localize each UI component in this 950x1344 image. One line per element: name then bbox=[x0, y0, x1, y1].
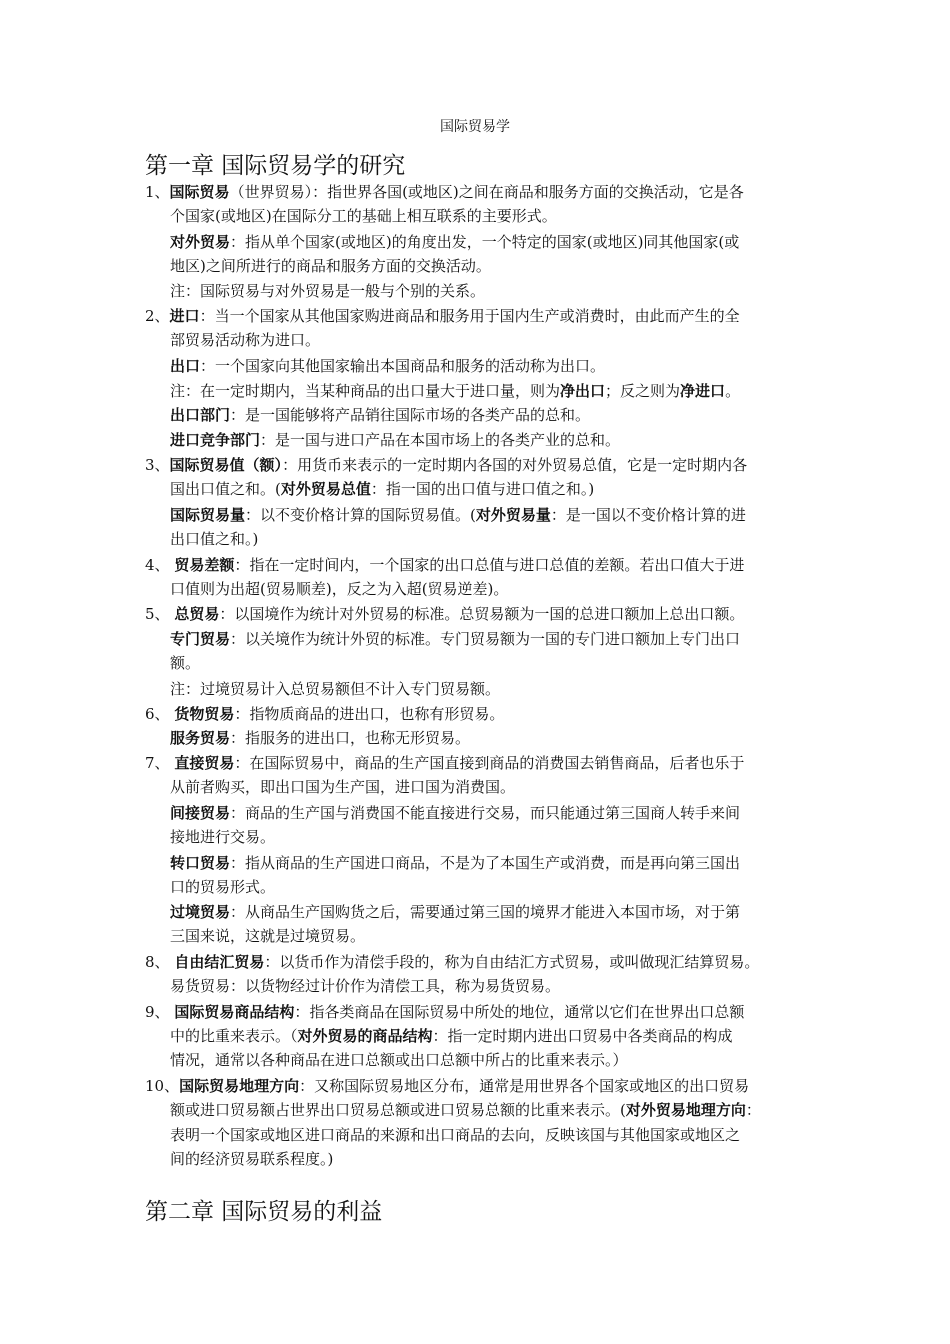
text-run: 额或进口贸易额占世界出口贸易总额或进口贸易总额的比重来表示。( bbox=[170, 1101, 626, 1119]
term-bold: 净进口 bbox=[680, 382, 726, 400]
term-bold: 对外贸易量 bbox=[475, 506, 551, 524]
text-line bbox=[170, 851, 740, 875]
text-line bbox=[145, 702, 504, 726]
term-bold: 对外贸易总值 bbox=[280, 480, 371, 498]
text-line bbox=[170, 577, 508, 601]
term-bold: 进口竞争部门 bbox=[170, 431, 261, 449]
text-run: ：是一国与进口产品在本国市场上的各类产业的总和。 bbox=[260, 431, 621, 449]
text-run: 注：国际贸易与对外贸易是一般与个别的关系。 bbox=[170, 282, 486, 300]
text-run: 个国家(或地区)在国际分工的基础上相互联系的主要形式。 bbox=[170, 207, 557, 225]
term-bold: 净出口 bbox=[560, 382, 606, 400]
term-bold: 服务贸易 bbox=[170, 729, 231, 747]
text-line bbox=[170, 726, 470, 750]
term-bold: 国际贸易 bbox=[169, 183, 230, 201]
text-run: ：指从单个国家(或地区)的角度出发，一个特定的国家(或地区)同其他国家(或 bbox=[230, 233, 740, 251]
text-line bbox=[145, 304, 740, 328]
text-run: （世界贸易）：指世界各国(或地区)之间在商品和服务方面的交换活动，它是各 bbox=[229, 183, 744, 201]
text-run: 额。 bbox=[170, 654, 201, 672]
text-line bbox=[170, 651, 200, 675]
text-line bbox=[170, 1098, 761, 1122]
chapter-2-heading: 第二章 国际贸易的利益 bbox=[145, 1199, 383, 1225]
term-bold: 国际贸易商品结构 bbox=[174, 1003, 295, 1021]
text-run: ：指物质商品的进出口，也称有形贸易。 bbox=[234, 705, 505, 723]
text-run: 口值则为出超(贸易顺差)，反之为入超(贸易逆差)。 bbox=[170, 580, 509, 598]
text-run: ：是一国能够将产品销往国际市场的各类产品的总和。 bbox=[230, 406, 591, 424]
text-line bbox=[170, 924, 365, 948]
text-run: 间的经济贸易联系程度。) bbox=[170, 1150, 334, 1168]
text-run: 注：过境贸易计入总贸易额但不计入专门贸易额。 bbox=[170, 680, 501, 698]
text-run: 7、 bbox=[145, 754, 175, 772]
text-line bbox=[170, 677, 500, 701]
document-title: 国际贸易学 bbox=[440, 119, 510, 135]
term-bold: 货物贸易 bbox=[174, 705, 235, 723]
text-line bbox=[170, 1123, 740, 1147]
text-run: ：以货币作为清偿手段的，称为自由结汇方式贸易，或叫做现汇结算贸易。 bbox=[264, 953, 760, 971]
text-line bbox=[145, 553, 744, 577]
text-run: 国出口值之和。( bbox=[170, 480, 281, 498]
term-bold: 进口 bbox=[169, 307, 200, 325]
text-line bbox=[170, 403, 590, 427]
text-run: 注：在一定时期内，当某种商品的出口量大于进口量，则为 bbox=[170, 382, 561, 400]
text-run: ：以国境作为统计对外贸易的标准。总贸易额为一国的总进口额加上总出口额。 bbox=[219, 605, 745, 623]
text-run: 6、 bbox=[145, 705, 175, 723]
text-run: 出口值之和。) bbox=[170, 530, 259, 548]
text-run: ：指一国的出口值与进口值之和。) bbox=[370, 480, 595, 498]
text-run: ：指一定时期内进出口贸易中各类商品的构成 bbox=[432, 1027, 733, 1045]
term-bold: 国际贸易量 bbox=[170, 506, 246, 524]
text-run: 1、 bbox=[145, 183, 170, 201]
text-line bbox=[145, 950, 759, 974]
text-run: ： bbox=[745, 1101, 761, 1119]
text-run: ：指各类商品在国际贸易中所处的地位，通常以它们在世界出口总额 bbox=[294, 1003, 745, 1021]
text-run: 表明一个国家或地区进口商品的来源和出口商品的去向，反映该国与其他国家或地区之 bbox=[170, 1126, 741, 1144]
text-line bbox=[170, 775, 515, 799]
text-run: 三国来说，这就是过境贸易。 bbox=[170, 927, 366, 945]
text-line bbox=[170, 1048, 628, 1072]
term-bold: 国际贸易值（额） bbox=[169, 456, 283, 474]
term-bold: 转口贸易 bbox=[170, 854, 231, 872]
term-bold: 直接贸易 bbox=[174, 754, 235, 772]
text-run: 9、 bbox=[145, 1003, 175, 1021]
text-run: ：指在一定时间内，一个国家的出口总值与进口总值的差额。若出口值大于进 bbox=[234, 556, 745, 574]
text-run: 口的贸易形式。 bbox=[170, 878, 276, 896]
text-line bbox=[145, 453, 747, 477]
term-bold: 贸易差额 bbox=[174, 556, 235, 574]
term-bold: 自由结汇贸易 bbox=[174, 953, 265, 971]
text-run: 10、 bbox=[145, 1077, 180, 1095]
text-line bbox=[170, 974, 560, 998]
text-run: 中的比重来表示。（ bbox=[170, 1027, 298, 1045]
text-line bbox=[170, 900, 740, 924]
text-line bbox=[170, 354, 605, 378]
term-bold: 出口部门 bbox=[170, 406, 231, 424]
text-line bbox=[170, 627, 740, 651]
text-run: 。 bbox=[725, 382, 741, 400]
text-run: ：以不变价格计算的国际贸易值。( bbox=[245, 506, 476, 524]
term-bold: 对外贸易 bbox=[170, 233, 231, 251]
text-line bbox=[170, 875, 275, 899]
text-line bbox=[170, 477, 594, 501]
term-bold: 间接贸易 bbox=[170, 804, 231, 822]
text-run: 易货贸易：以货物经过计价作为清偿工具，称为易货贸易。 bbox=[170, 977, 561, 995]
text-run: ：指从商品的生产国进口商品，不是为了本国生产或消费，而是再向第三国出 bbox=[230, 854, 741, 872]
text-run: 8、 bbox=[145, 953, 175, 971]
text-line bbox=[170, 1147, 333, 1171]
text-run: 地区)之间所进行的商品和服务方面的交换活动。 bbox=[170, 257, 491, 275]
text-run: 从前者购买，即出口国为生产国，进口国为消费国。 bbox=[170, 778, 516, 796]
text-run: 4、 bbox=[145, 556, 175, 574]
text-line bbox=[145, 180, 744, 204]
text-line bbox=[145, 1074, 749, 1098]
text-line bbox=[170, 503, 746, 527]
term-bold: 专门贸易 bbox=[170, 630, 231, 648]
text-run: ：当一个国家从其他国家购进商品和服务用于国内生产或消费时，由此而产生的全 bbox=[199, 307, 740, 325]
text-run: ；反之则为 bbox=[605, 382, 681, 400]
text-line bbox=[145, 1000, 744, 1024]
term-bold: 出口 bbox=[170, 357, 201, 375]
text-line bbox=[170, 328, 320, 352]
text-run: ：是一国以不变价格计算的进 bbox=[550, 506, 746, 524]
term-bold: 国际贸易地理方向 bbox=[179, 1077, 300, 1095]
text-run: ：从商品生产国购货之后，需要通过第三国的境界才能进入本国市场，对于第 bbox=[230, 903, 741, 921]
text-line bbox=[170, 379, 740, 403]
text-run: ：一个国家向其他国家输出本国商品和服务的活动称为出口。 bbox=[200, 357, 606, 375]
text-line bbox=[170, 1024, 733, 1048]
text-run: 接地进行交易。 bbox=[170, 828, 276, 846]
term-bold: 总贸易 bbox=[174, 605, 220, 623]
text-run: ：商品的生产国与消费国不能直接进行交易，而只能通过第三国商人转手来间 bbox=[230, 804, 741, 822]
text-line bbox=[170, 527, 258, 551]
text-run: 5、 bbox=[145, 605, 175, 623]
text-run: ：用货币来表示的一定时期内各国的对外贸易总值，它是一定时期内各 bbox=[282, 456, 748, 474]
chapter-1-heading: 第一章 国际贸易学的研究 bbox=[145, 153, 406, 179]
text-line bbox=[145, 751, 744, 775]
text-line bbox=[170, 230, 739, 254]
text-line bbox=[170, 801, 740, 825]
text-run: 2、 bbox=[145, 307, 170, 325]
text-run: 部贸易活动称为进口。 bbox=[170, 331, 321, 349]
text-line bbox=[170, 825, 275, 849]
text-line bbox=[170, 254, 491, 278]
text-line bbox=[170, 279, 485, 303]
term-bold: 对外贸易的商品结构 bbox=[297, 1027, 433, 1045]
text-run: ：在国际贸易中，商品的生产国直接到商品的消费国去销售商品，后者也乐于 bbox=[234, 754, 745, 772]
term-bold: 对外贸易地理方向 bbox=[625, 1101, 746, 1119]
text-line bbox=[170, 428, 620, 452]
text-run: ：指服务的进出口，也称无形贸易。 bbox=[230, 729, 471, 747]
text-run: ：以关境作为统计外贸的标准。专门贸易额为一国的专门进口额加上专门出口 bbox=[230, 630, 741, 648]
text-run: 3、 bbox=[145, 456, 170, 474]
text-line bbox=[145, 602, 744, 626]
term-bold: 过境贸易 bbox=[170, 903, 231, 921]
text-run: 情况，通常以各种商品在进口总额或出口总额中所占的比重来表示。） bbox=[170, 1051, 628, 1069]
text-run: ：又称国际贸易地区分布，通常是用世界各个国家或地区的出口贸易 bbox=[299, 1077, 750, 1095]
text-line bbox=[170, 204, 557, 228]
